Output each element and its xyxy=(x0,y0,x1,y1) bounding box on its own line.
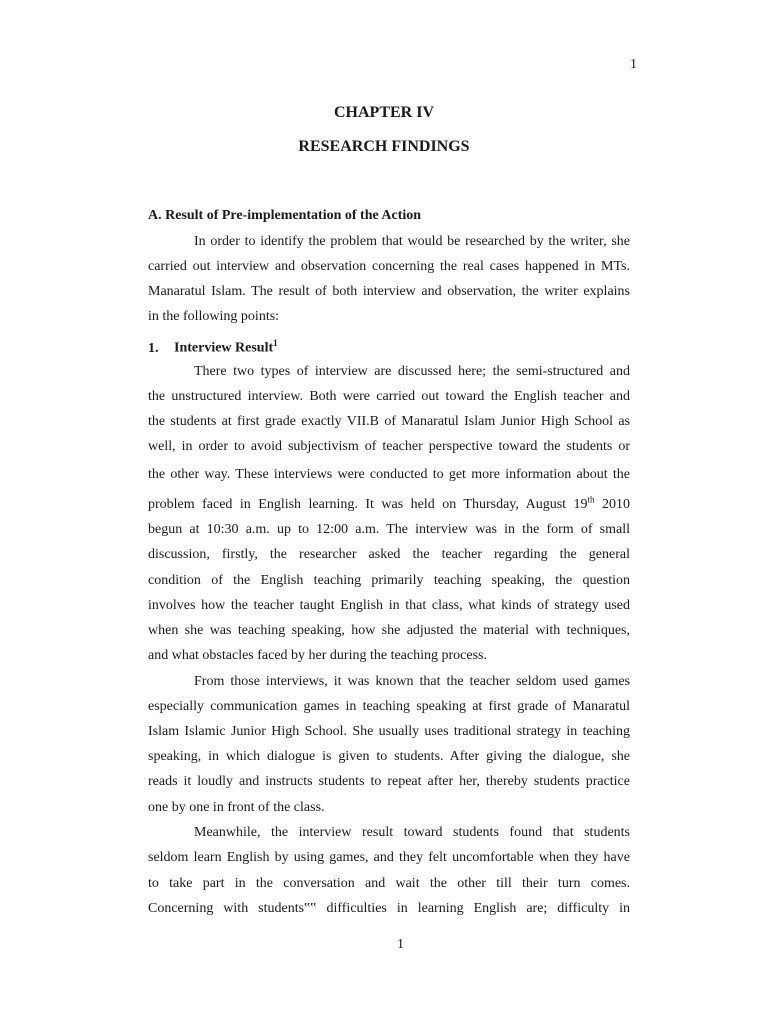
body-line: Concerning with students‟‟ difficulties in learning English are; difficulty in xyxy=(148,901,630,916)
body-line: and what obstacles faced by her during the teaching process. xyxy=(148,648,487,663)
body-line: Meanwhile, the interview result toward students found that students xyxy=(194,825,630,840)
body-line: speaking, in which dialogue is given to students. After giving the dialogue, she xyxy=(148,749,630,764)
ordinal-suffix: th xyxy=(587,494,595,505)
body-line: carried out interview and observation concerning the real cases happened in MTs. xyxy=(148,259,630,274)
body-line: the students at first grade exactly VII.B of Manaratul Islam Junior High School as xyxy=(148,414,630,429)
chapter-title: RESEARCH FINDINGS xyxy=(298,138,470,155)
body-line: well, in order to avoid subjectivism of teacher perspective toward the students or xyxy=(148,439,630,454)
section-title: Interview Result xyxy=(174,340,274,356)
body-line: especially communication games in teaching speaking at first grade of Manaratul xyxy=(148,699,630,714)
body-line: There two types of interview are discussed here; the semi-structured and xyxy=(194,364,630,379)
chapter-heading: CHAPTER IV xyxy=(333,104,434,121)
body-line: From those interviews, it was known that the teacher seldom used games xyxy=(194,674,630,689)
section-number: 1. xyxy=(148,340,159,356)
body-line: one by one in front of the class. xyxy=(148,800,325,815)
body-line: in the following points: xyxy=(148,309,280,324)
body-line: discussion, firstly, the researcher asked the teacher regarding the general xyxy=(148,547,630,562)
date-line-text: problem faced in English learning. It was held on Thursday, August 19 xyxy=(148,497,588,512)
body-line: condition of the English teaching primarily teaching speaking, the question xyxy=(148,573,630,588)
body-line: In order to identify the problem that would be researched by the writer, she xyxy=(194,234,630,249)
body-line: seldom learn English by using games, and they felt uncomfortable when they have xyxy=(148,850,630,865)
body-line: Islam Islamic Junior High School. She usually uses traditional strategy in teaching xyxy=(148,724,630,739)
body-line: the unstructured interview. Both were carried out toward the English teacher and xyxy=(148,389,630,404)
section-a-heading: A. Result of Pre-implementation of the Action xyxy=(148,208,422,223)
body-line-date xyxy=(148,494,630,513)
body-line: when she was teaching speaking, how she adjusted the material with techniques, xyxy=(148,623,630,638)
date-line-year: 2010 xyxy=(594,497,630,512)
footnote-marker: 1 xyxy=(273,338,278,348)
body-line: involves how the teacher taught English in that class, what kinds of strategy used xyxy=(148,598,630,613)
body-line: Manaratul Islam. The result of both interview and observation, the writer explains xyxy=(148,284,630,299)
section-1-heading xyxy=(148,338,278,357)
page-number-top: 1 xyxy=(630,57,637,72)
body-line: the other way. These interviews were conducted to get more information about the xyxy=(148,467,630,482)
body-line: reads it loudly and instructs students to repeat after her, thereby students practice xyxy=(148,774,630,789)
page-number-bottom: 1 xyxy=(397,937,404,952)
body-line: begun at 10:30 a.m. up to 12:00 a.m. The interview was in the form of small xyxy=(148,522,630,537)
body-line: to take part in the conversation and wait the other till their turn comes. xyxy=(148,876,630,891)
